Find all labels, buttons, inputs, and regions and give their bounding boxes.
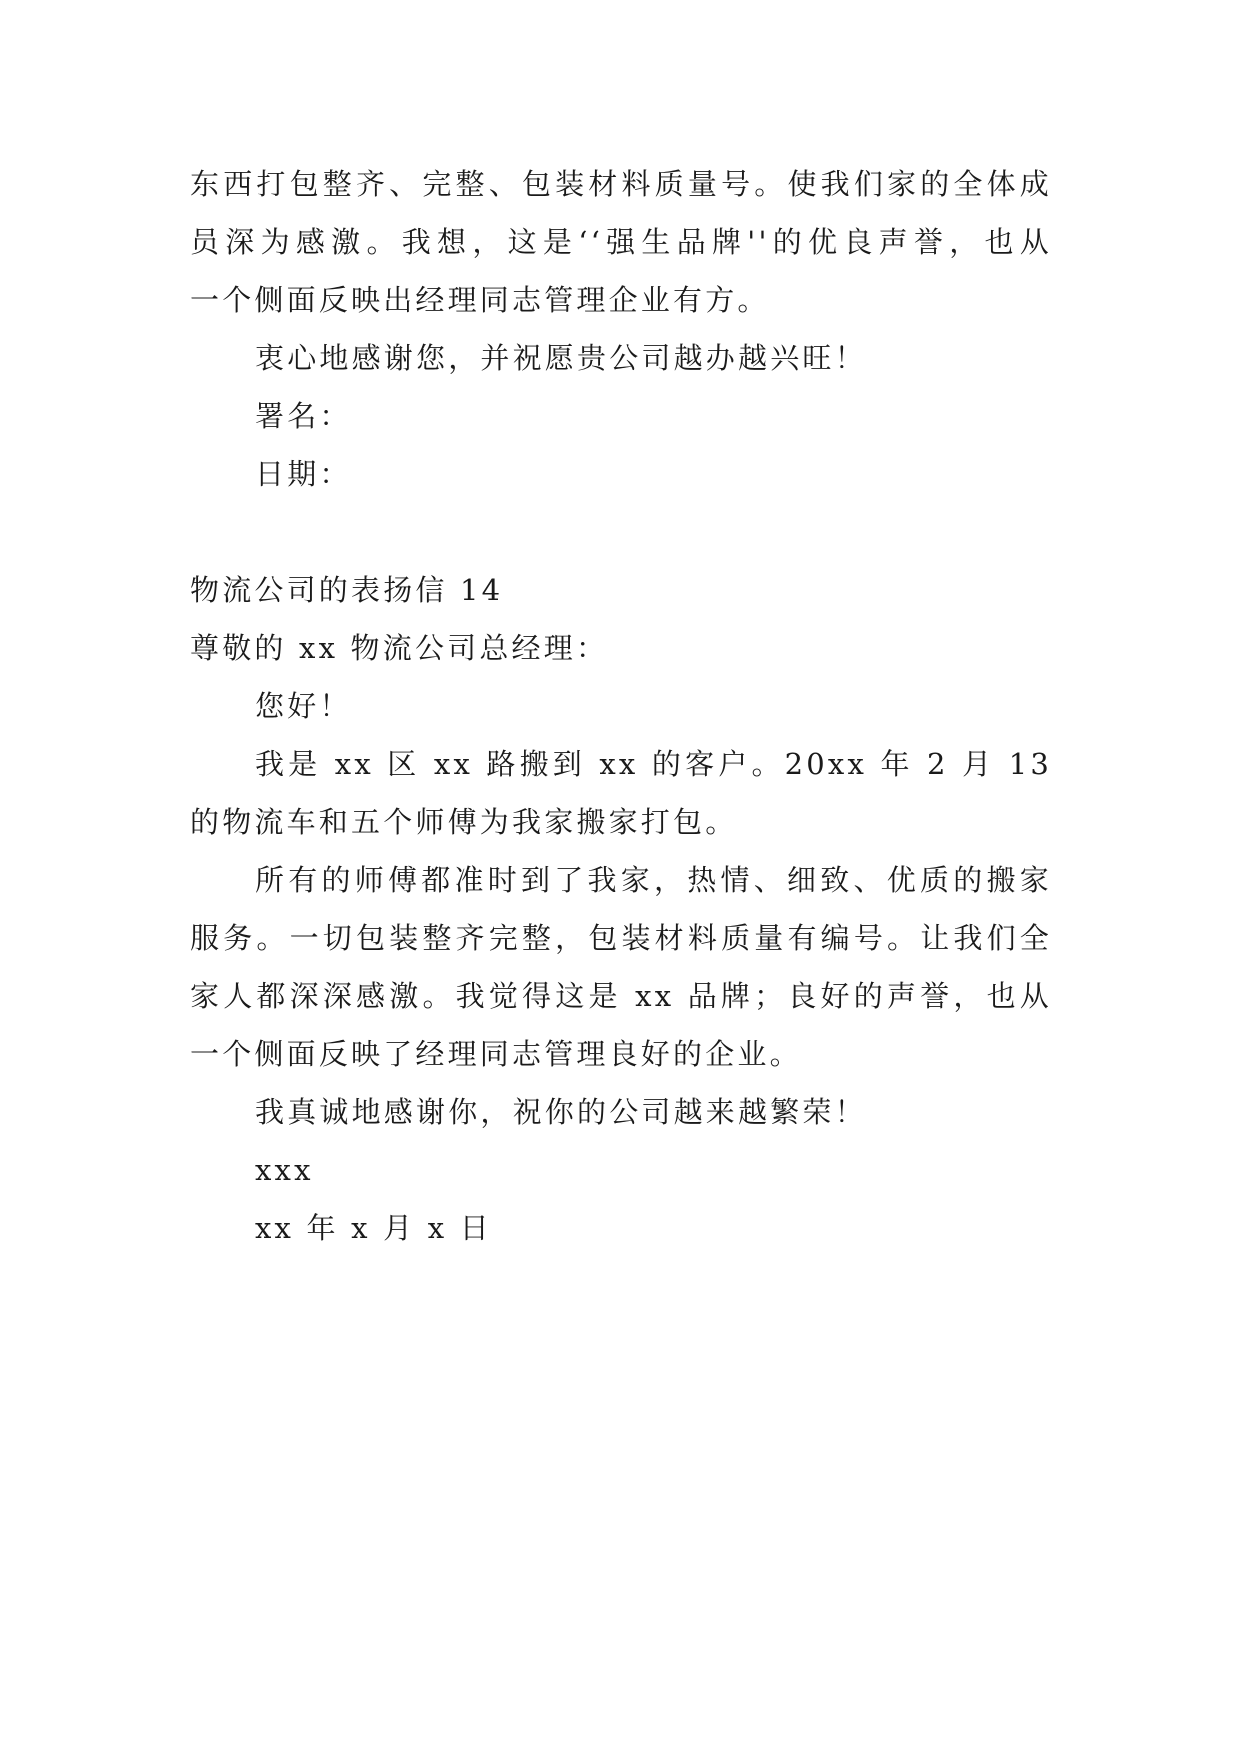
paragraph-line: 我是 xx 区 xx 路搬到 xx 的客户。20xx 年 2 月 13 xyxy=(255,747,1052,781)
paragraph-line: 员深为感激。我想，这是‘‘强生品牌''的优良声誉，也从 xyxy=(190,225,1052,259)
paragraph-line: 一个侧面反映了经理同志管理良好的企业。 xyxy=(190,1037,802,1071)
closing-thanks: 我真诚地感谢你，祝你的公司越来越繁荣！ xyxy=(255,1095,867,1129)
letter-date: xx 年 x 月 x 日 xyxy=(255,1211,492,1245)
paragraph-line: 的物流车和五个师傅为我家搬家打包。 xyxy=(190,805,738,839)
section-spacer xyxy=(190,503,1052,561)
signature: xxx xyxy=(255,1153,314,1187)
paragraph-line: 所有的师傅都准时到了我家，热情、细致、优质的搬家 xyxy=(255,863,1052,897)
paragraph-line: 一个侧面反映出经理同志管理企业有方。 xyxy=(190,283,770,317)
paragraph-line: 服务。一切包装整齐完整，包装材料质量有编号。让我们全 xyxy=(190,921,1052,955)
greeting: 您好！ xyxy=(255,689,352,723)
closing-thanks: 衷心地感谢您，并祝愿贵公司越办越兴旺！ xyxy=(255,341,867,375)
date-label: 日期： xyxy=(255,457,352,491)
document-body xyxy=(190,155,1052,1257)
signature-label: 署名： xyxy=(255,399,352,433)
salutation: 尊敬的 xx 物流公司总经理： xyxy=(190,631,609,665)
paragraph-line: 东西打包整齐、完整、包装材料质量号。使我们家的全体成 xyxy=(190,167,1052,201)
section-title: 物流公司的表扬信 14 xyxy=(190,573,504,607)
paragraph-line: 家人都深深感激。我觉得这是 xx 品牌；良好的声誉，也从 xyxy=(190,979,1052,1013)
